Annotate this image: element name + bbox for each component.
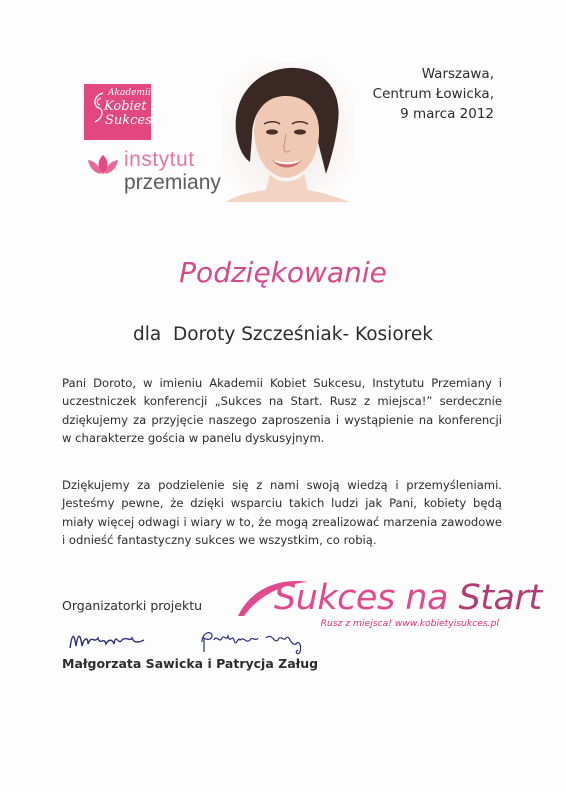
instytut-logo-line2: przemiany — [124, 171, 221, 194]
organizers-label: Organizatorki projektu — [62, 598, 203, 613]
akademia-logo-line1: Akademii — [108, 88, 151, 98]
place-and-date — [373, 64, 494, 124]
document-date: 9 marca 2012 — [400, 106, 494, 122]
event-logo-word1: Sukces na — [274, 578, 448, 618]
akademia-logo-line3: Sukcesa — [105, 113, 160, 128]
document-title: Podziękowanie — [179, 256, 387, 289]
instytut-logo-line1: instytut — [124, 148, 195, 171]
lotus-icon — [86, 154, 120, 176]
event-logo-word2: Start — [458, 578, 542, 618]
body-paragraph-1: Pani Doroto, w imieniu Akademii Kobiet Sukcesu, Instytutu Przemiany i uczestniczek konferencji „Sukces na Start. Rusz z miejsca!” serdecznie dziękujemy za przyjęcie naszego zaproszenia i wystąpienie na konferencji w charakterze gościa w panelu dyskusyjnym. — [62, 376, 502, 445]
body-paragraph-2: Dziękujemy za podzielenie się z nami swoją wiedzą i przemyśleniami. Jesteśmy pewne, że dzięki wsparciu takich ludzi jak Pani, kobiety będą miały więcej odwagi i wiary w to, że mogą zrealizować marzenia zawodowe i odnieść fantastyczny sukces we wszystkim, co robią. — [62, 478, 502, 547]
akademia-logo-line2: Kobiet — [104, 99, 147, 114]
signers-names: Małgorzata Sawicka i Patrycja Załug — [62, 656, 319, 671]
event-logo-title — [274, 578, 542, 618]
instytut-przemiany-logo — [86, 150, 246, 200]
recipient-name: dla Doroty Szcześniak- Kosiorek — [133, 324, 433, 345]
akademia-kobiet-sukcesu-logo — [84, 84, 160, 140]
place-city: Warszawa, — [421, 66, 494, 82]
place-venue: Centrum Łowicka, — [372, 86, 494, 102]
event-logo-tagline: Rusz z miejsca! www.kobietyisukces.pl — [320, 618, 499, 629]
